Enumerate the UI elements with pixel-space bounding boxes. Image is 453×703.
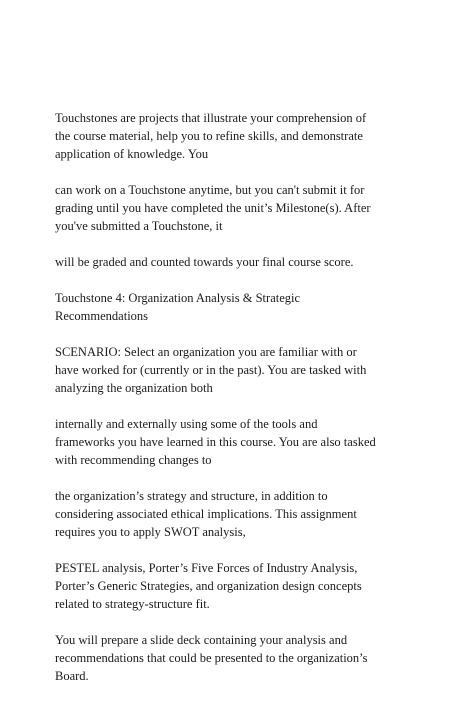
text-line: internally and externally using some of the tools and — [55, 417, 318, 431]
paragraph-intro — [55, 109, 415, 163]
paragraph-strategy — [55, 487, 415, 541]
paragraph-deliverable — [55, 631, 415, 685]
paragraph-analysis — [55, 415, 415, 469]
text-line: You will prepare a slide deck containing your analysis and — [55, 633, 348, 647]
text-line: Recommendations — [55, 309, 149, 323]
paragraph-title — [55, 289, 415, 325]
document-body — [55, 109, 415, 703]
text-line: analyzing the organization both — [55, 381, 213, 395]
text-line: the organization’s strategy and structure, in addition to — [55, 489, 328, 503]
text-line: will be graded and counted towards your final course score. — [55, 255, 354, 269]
text-line: Porter’s Generic Strategies, and organization design concepts — [55, 579, 362, 593]
text-line: the course material, help you to refine skills, and demonstrate — [55, 129, 363, 143]
text-line: frameworks you have learned in this course. You are also tasked — [55, 435, 376, 449]
text-line: requires you to apply SWOT analysis, — [55, 525, 246, 539]
text-line: related to strategy-structure fit. — [55, 597, 210, 611]
text-line: PESTEL analysis, Porter’s Five Forces of Industry Analysis, — [55, 561, 358, 575]
text-line: with recommending changes to — [55, 453, 212, 467]
text-line: SCENARIO: Select an organization you are familiar with or — [55, 345, 357, 359]
text-line: Board. — [55, 669, 89, 683]
text-line: application of knowledge. You — [55, 147, 209, 161]
text-line: you've submitted a Touchstone, it — [55, 219, 223, 233]
paragraph-frameworks — [55, 559, 415, 613]
text-line: considering associated ethical implications. This assignment — [55, 507, 357, 521]
text-line: grading until you have completed the unit’s Milestone(s). After — [55, 201, 371, 215]
paragraph-scenario — [55, 343, 415, 397]
text-line: can work on a Touchstone anytime, but you can't submit it for — [55, 183, 365, 197]
text-line: Touchstones are projects that illustrate your comprehension of — [55, 111, 367, 125]
paragraph-grading — [55, 253, 415, 271]
text-line: recommendations that could be presented to the organization’s — [55, 651, 368, 665]
paragraph-submission — [55, 181, 415, 235]
text-line: Touchstone 4: Organization Analysis & Strategic — [55, 291, 301, 305]
text-line: have worked for (currently or in the past). You are tasked with — [55, 363, 367, 377]
